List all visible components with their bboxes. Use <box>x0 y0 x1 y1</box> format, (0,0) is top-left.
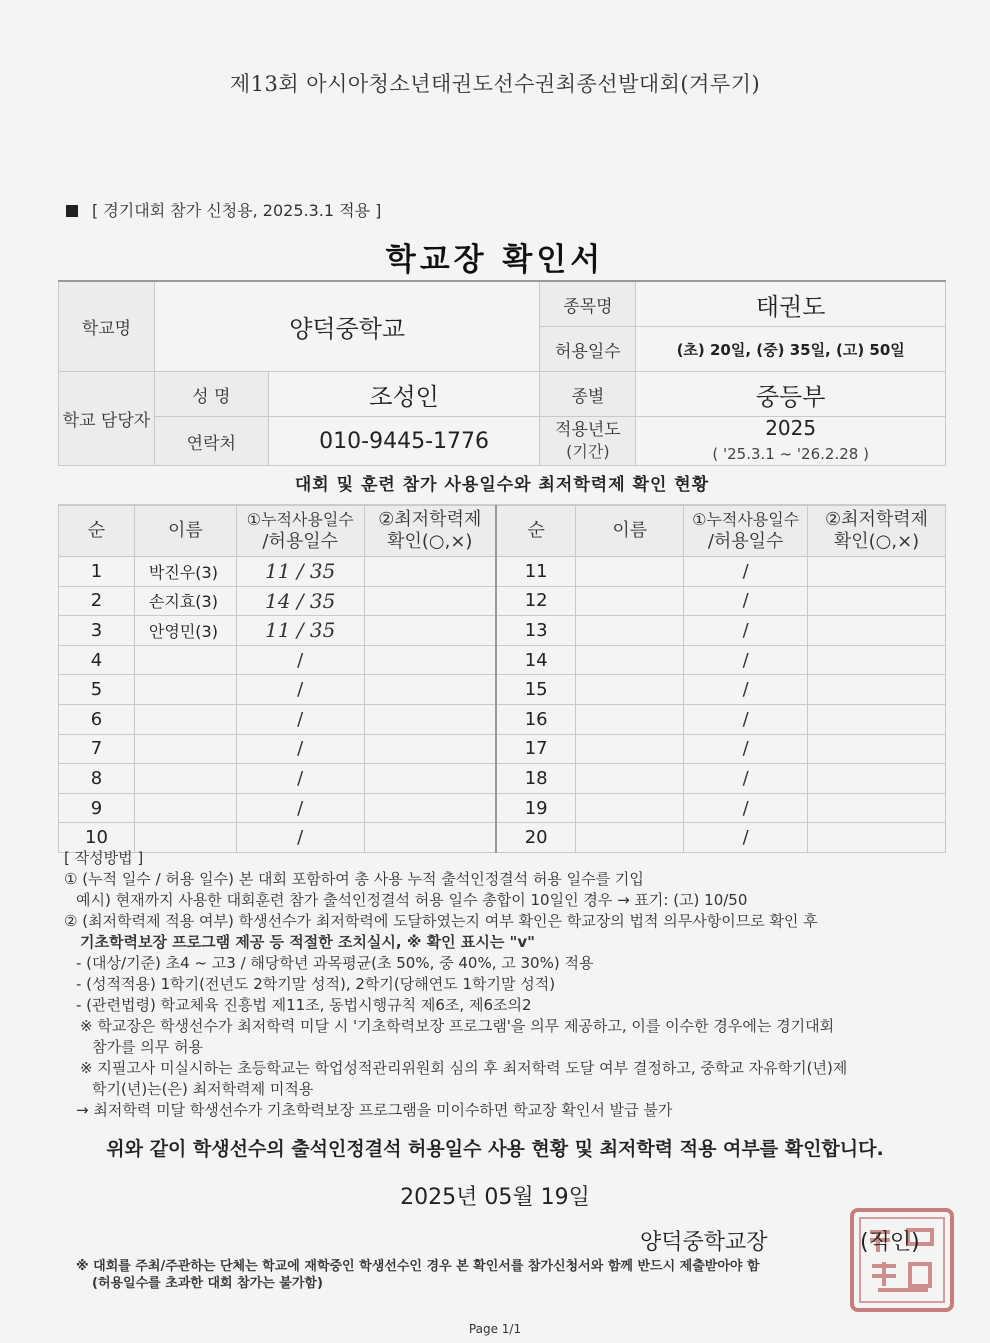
col-name-header-right: 이름 <box>576 506 684 557</box>
notes-heading: [ 작성방법 ] <box>64 849 144 867</box>
year-label-cell <box>540 417 636 466</box>
row-check <box>364 557 496 587</box>
row-number: 2 <box>59 586 135 616</box>
row-name <box>134 675 236 705</box>
row-check <box>808 616 946 646</box>
year-value: 2025 <box>765 416 817 440</box>
principal-name: 양덕중학교장 <box>640 1230 768 1255</box>
row-number: 4 <box>59 645 135 675</box>
note-item: 참가를 의무 허용 <box>92 1038 203 1056</box>
document-title: 학교장 확인서 <box>385 242 605 278</box>
col-check-header: ②최저학력제 확인(○,×) <box>364 506 496 557</box>
note-item: ※ 지필고사 미실시하는 초등학교는 학업성적관리위원회 심의 후 최저학력 도달 여부 결정하고, 중학교 자유학기(년)제 <box>80 1059 848 1077</box>
row-name <box>576 675 684 705</box>
col-no-header-right: 순 <box>496 506 576 557</box>
note-item: 예시) 현재까지 사용한 대회훈련 참가 출석인정결석 허용 일수 총합이 10일인 경우 → 표기: (고) 10/50 <box>76 891 748 909</box>
sport-value: 태권도 <box>636 281 946 327</box>
row-name <box>576 793 684 823</box>
row-name <box>134 645 236 675</box>
row-number: 6 <box>59 704 135 734</box>
row-name <box>576 645 684 675</box>
row-check <box>364 704 496 734</box>
footnote <box>76 1258 936 1292</box>
row-name: 손지효(3) <box>134 586 236 616</box>
note-item: 기초학력보장 프로그램 제공 등 적절한 조치실시, ※ 확인 표시는 "v" <box>80 933 535 951</box>
note-item: ② (최저학력제 적용 여부) 학생선수가 최저학력에 도달하였는지 여부 확인은 학교장의 법적 의무사항이므로 확인 후 <box>64 912 818 930</box>
row-number: 11 <box>496 557 576 587</box>
col-days-header-right: ①누적사용일수 /허용일수 <box>684 506 808 557</box>
table-row <box>59 557 946 587</box>
row-number: 18 <box>496 764 576 794</box>
row-name <box>576 616 684 646</box>
row-days: / <box>684 793 808 823</box>
col-name-header: 이름 <box>134 506 236 557</box>
note-item: - (성적적용) 1학기(전년도 2학기말 성적), 2학기(당해연도 1학기말 성적) <box>76 975 556 993</box>
row-name <box>134 704 236 734</box>
row-check <box>808 675 946 705</box>
row-number: 14 <box>496 645 576 675</box>
instructions <box>64 848 944 1121</box>
row-check <box>364 675 496 705</box>
row-days: / <box>236 734 364 764</box>
footnote-line: ※ 대회를 주최/주관하는 단체는 학교에 재학중인 학생선수인 경우 본 확인서를 참가신청서와 함께 반드시 제출받아야 함 <box>76 1259 760 1274</box>
table-row <box>59 764 946 794</box>
school-value: 양덕중학교 <box>154 281 540 372</box>
name-value: 조성인 <box>268 372 540 417</box>
row-number: 3 <box>59 616 135 646</box>
confirm-statement: 위와 같이 학생선수의 출석인정결석 허용일수 사용 현황 및 최저학력 적용 여부를 확인합니다. <box>106 1138 884 1160</box>
row-days: 14 / 35 <box>236 586 364 616</box>
row-number: 1 <box>59 557 135 587</box>
row-days: / <box>684 586 808 616</box>
row-number: 13 <box>496 616 576 646</box>
category-label: 종별 <box>540 372 636 417</box>
row-days: / <box>684 704 808 734</box>
table-row <box>59 616 946 646</box>
row-name: 박진우(3) <box>134 557 236 587</box>
table-row <box>59 645 946 675</box>
table-row <box>59 734 946 764</box>
row-check <box>364 645 496 675</box>
note-item: 학기(년)는(은) 최저학력제 미적용 <box>92 1080 314 1098</box>
row-days: / <box>236 823 364 853</box>
row-days: / <box>236 645 364 675</box>
name-label: 성 명 <box>154 372 268 417</box>
row-days: / <box>236 793 364 823</box>
row-days: / <box>684 823 808 853</box>
row-check <box>364 734 496 764</box>
usage-section-title: 대회 및 훈련 참가 사용일수와 최저학력제 확인 현황 <box>58 466 946 505</box>
meta-text: [ 경기대회 참가 신청용, 2025.3.1 적용 ] <box>92 201 382 220</box>
contact-value: 010-9445-1776 <box>268 417 540 466</box>
row-number: 5 <box>59 675 135 705</box>
row-days: / <box>684 764 808 794</box>
row-check <box>808 734 946 764</box>
row-name <box>134 734 236 764</box>
row-name <box>576 586 684 616</box>
allowed-days-label: 허용일수 <box>540 327 636 372</box>
row-name <box>134 764 236 794</box>
note-item: - (관련법령) 학교체육 진흥법 제11조, 동법시행규칙 제6조, 제6조의2 <box>76 996 532 1014</box>
usage-meta <box>66 198 381 221</box>
row-name <box>576 764 684 794</box>
row-number: 17 <box>496 734 576 764</box>
table-row <box>59 675 946 705</box>
table-row <box>59 793 946 823</box>
info-table <box>58 280 946 466</box>
row-days: / <box>236 675 364 705</box>
row-check <box>808 586 946 616</box>
row-days: / <box>684 557 808 587</box>
table-row <box>59 704 946 734</box>
footnote-line: (허용일수를 초과한 대회 참가는 불가함) <box>92 1276 323 1291</box>
year-period: ( '25.3.1 ~ '26.2.28 ) <box>712 445 869 463</box>
row-number: 15 <box>496 675 576 705</box>
row-check <box>364 586 496 616</box>
row-name <box>576 557 684 587</box>
row-number: 8 <box>59 764 135 794</box>
col-days-header: ①누적사용일수 /허용일수 <box>236 506 364 557</box>
row-name: 안영민(3) <box>134 616 236 646</box>
page-number: Page 1/1 <box>468 1322 522 1336</box>
row-number: 19 <box>496 793 576 823</box>
row-number: 7 <box>59 734 135 764</box>
row-number: 16 <box>496 704 576 734</box>
row-check <box>364 616 496 646</box>
allowed-days-value: (초) 20일, (중) 35일, (고) 50일 <box>636 327 946 372</box>
table-row <box>59 586 946 616</box>
row-check <box>808 557 946 587</box>
row-check <box>364 793 496 823</box>
event-title: 제13회 아시아청소년태권도선수권최종선발대회(겨루기) <box>229 72 761 96</box>
note-item: ※ 학교장은 학생선수가 최저학력 미달 시 '기초학력보장 프로그램'을 의무 제공하고, 이를 이수한 경우에는 경기대회 <box>80 1017 835 1035</box>
col-check-header-right: ②최저학력제 확인(○,×) <box>808 506 946 557</box>
square-bullet-icon <box>66 205 78 217</box>
row-number: 10 <box>59 823 135 853</box>
usage-table <box>58 505 946 853</box>
row-check <box>808 645 946 675</box>
year-label-sub: (기간) <box>566 442 610 461</box>
row-days: / <box>236 764 364 794</box>
row-name <box>576 704 684 734</box>
row-days: / <box>684 616 808 646</box>
row-number: 20 <box>496 823 576 853</box>
col-no-header: 순 <box>59 506 135 557</box>
seal-label: (직인) <box>860 1230 920 1255</box>
row-days: / <box>684 734 808 764</box>
sport-label: 종목명 <box>540 281 636 327</box>
contact-label: 연락처 <box>154 417 268 466</box>
row-check <box>808 704 946 734</box>
row-name <box>576 734 684 764</box>
note-item: → 최저학력 미달 학생선수가 기초학력보장 프로그램을 미이수하면 학교장 확인서 발급 불가 <box>76 1101 673 1119</box>
row-check <box>808 793 946 823</box>
row-check <box>364 764 496 794</box>
row-number: 9 <box>59 793 135 823</box>
year-label: 적용년도 <box>555 420 621 440</box>
row-days: / <box>684 645 808 675</box>
school-label: 학교명 <box>59 281 155 372</box>
row-check <box>808 764 946 794</box>
staff-label: 학교 담당자 <box>59 372 155 466</box>
note-item: ① (누적 일수 / 허용 일수) 본 대회 포함하여 총 사용 누적 출석인정결석 허용 일수를 기입 <box>64 870 644 888</box>
note-item: - (대상/기준) 초4 ~ 고3 / 해당학년 과목평균(초 50%, 중 40%, 고 30%) 적용 <box>76 954 594 972</box>
row-days: 11 / 35 <box>236 616 364 646</box>
issue-date: 2025년 05월 19일 <box>400 1185 590 1210</box>
row-name <box>134 793 236 823</box>
row-days: 11 / 35 <box>236 557 364 587</box>
row-days: / <box>236 704 364 734</box>
row-days: / <box>684 675 808 705</box>
category-value: 중등부 <box>636 372 946 417</box>
year-value-cell <box>636 417 946 466</box>
row-number: 12 <box>496 586 576 616</box>
